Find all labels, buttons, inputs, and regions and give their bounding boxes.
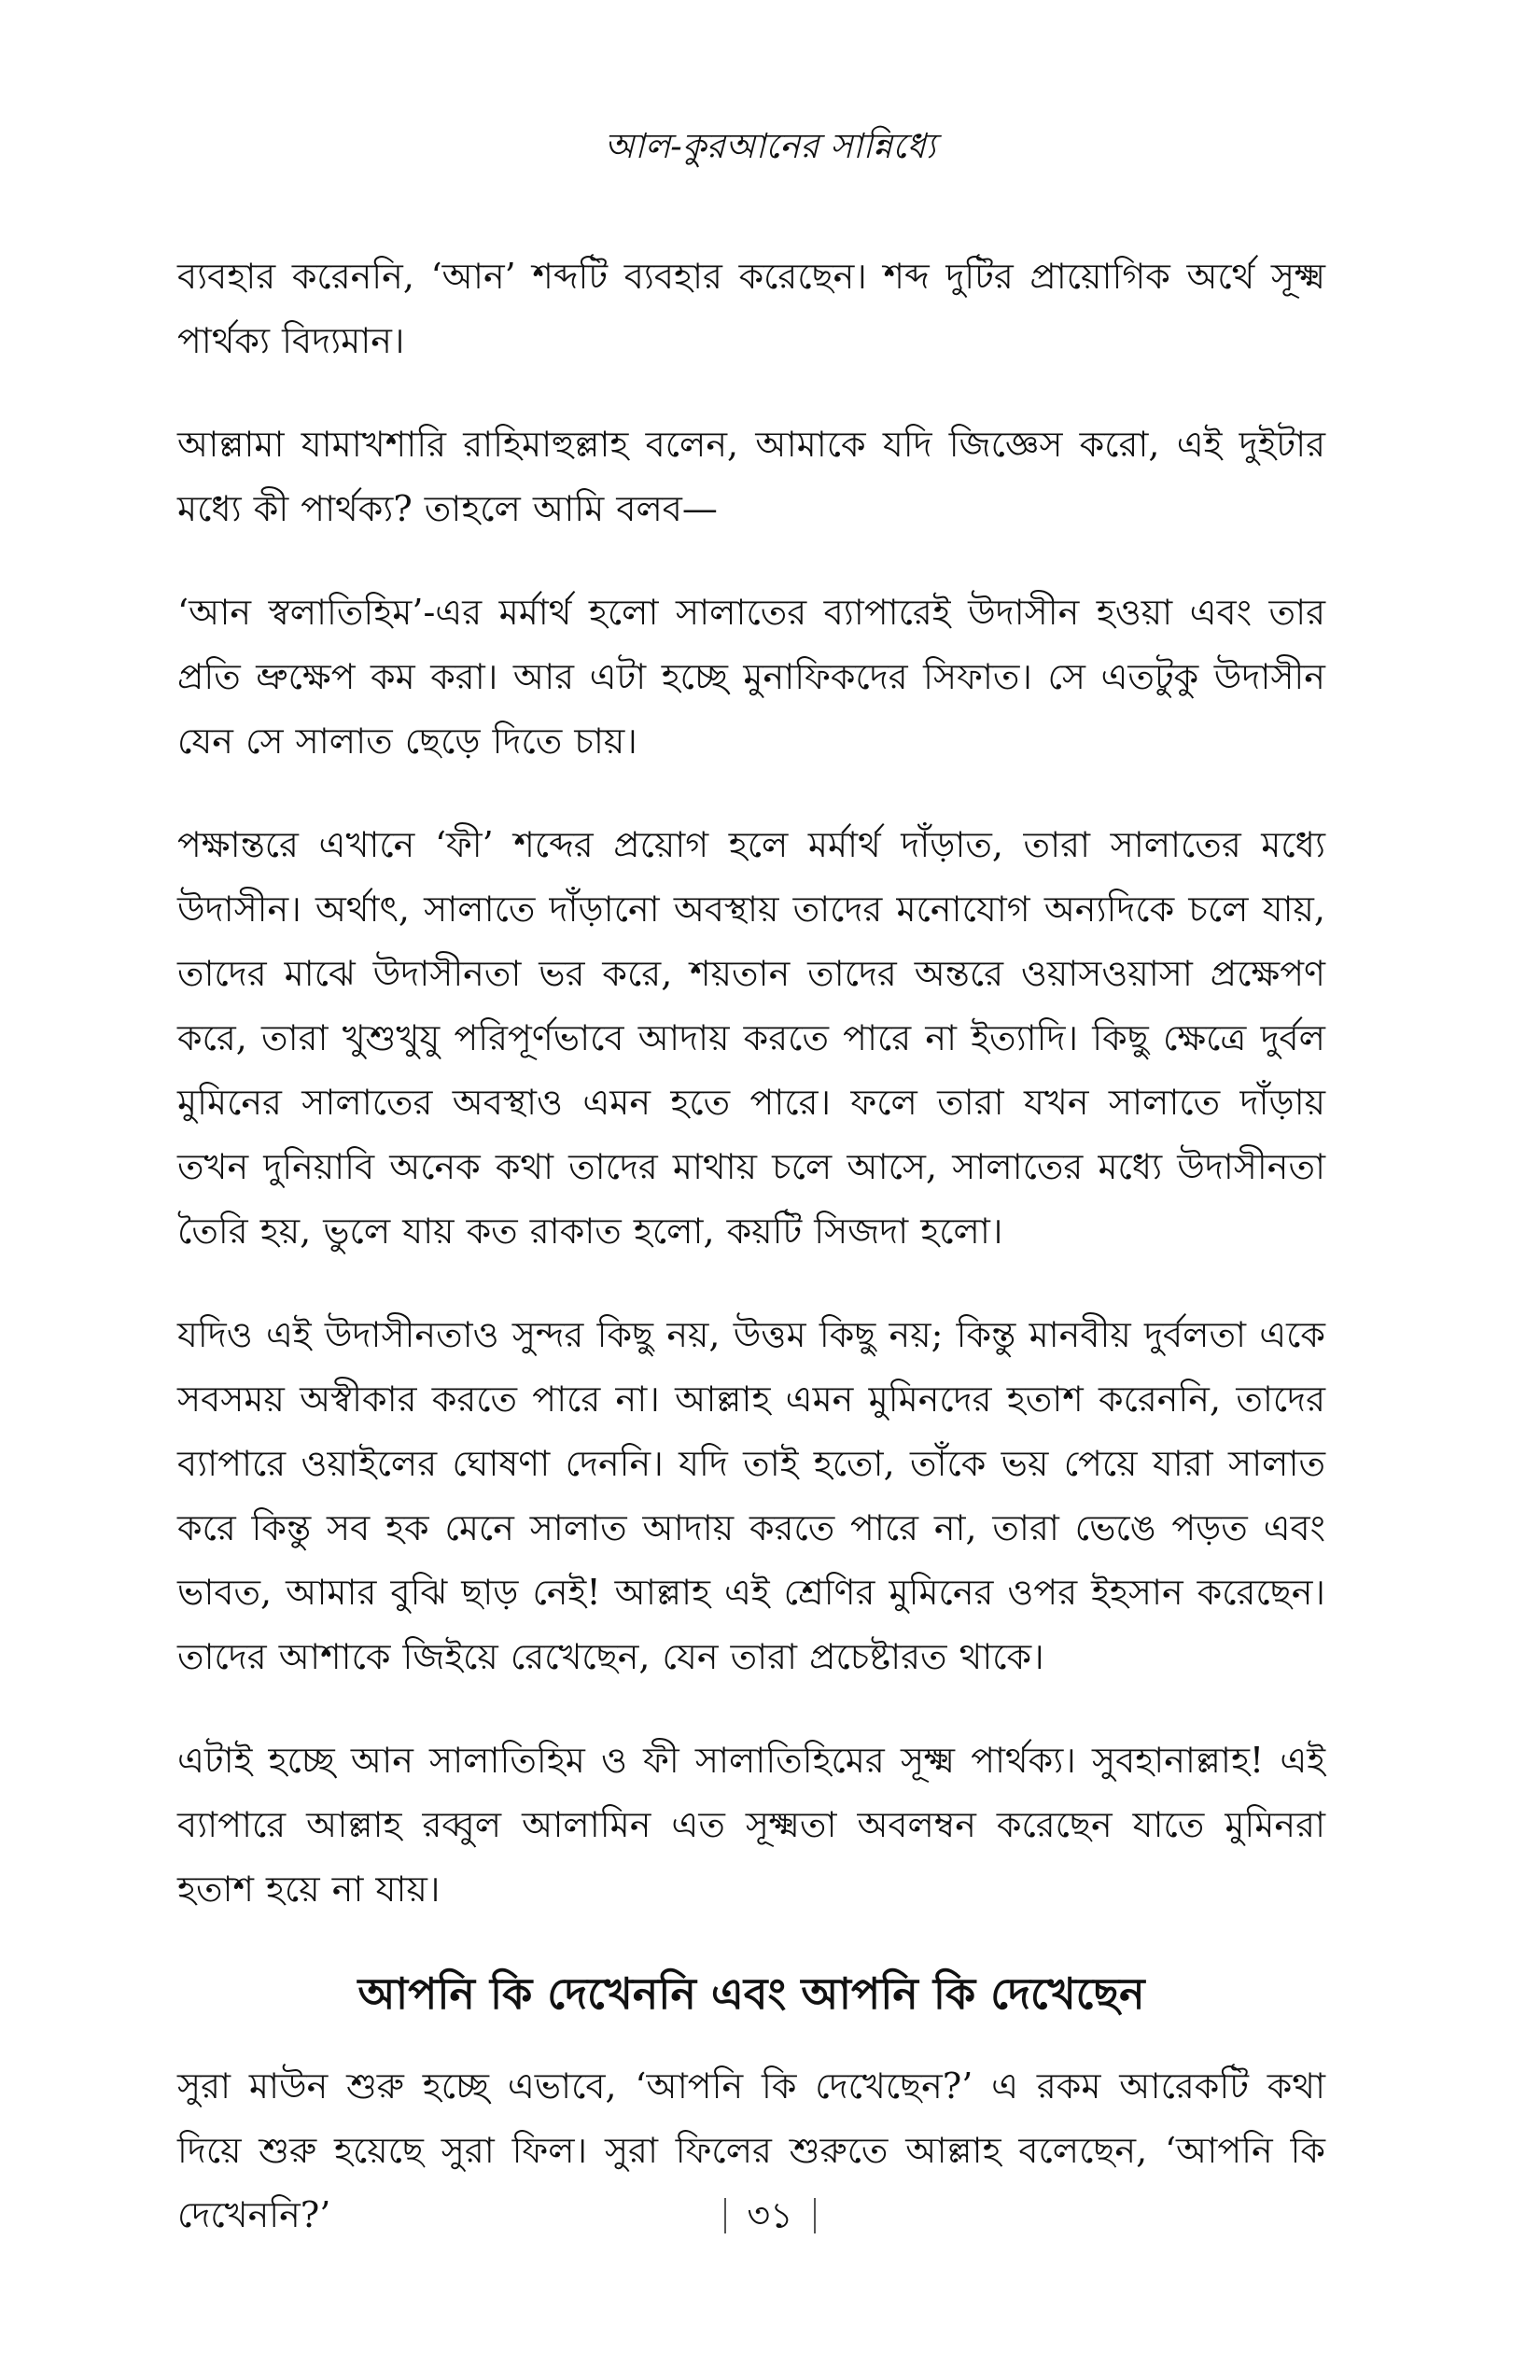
paragraph-6: এটাই হচ্ছে আন সালাতিহিম ও ফী সালাতিহিমের সূক্ষ্ম পার্থক্য। সুবহানাল্লাহ! এই ব্যাপারে আল্লাহ রব্বুল আলামিন এত সূক্ষ্মতা অবলম্বন করেছেন যাতে মুমিনরা হতাশ হয়ে না যায়। — [177, 1740, 1325, 1910]
footer-right-bar — [814, 2198, 816, 2233]
paragraph-5: যদিও এই উদাসীনতাও সুন্দর কিছু নয়, উত্তম কিছু নয়; কিন্তু মানবীয় দুর্বলতা একে সবসময় অস্বীকার করতে পারে না। আল্লাহ এমন মুমিনদের হতাশ করেননি, তাদের ব্যাপারে ওয়াইলের ঘোষণা দেননি। যদি তাই হতো, তাঁকে ভয় পেয়ে যারা সালাত করে কিন্তু সব হক মেনে সালাত আদায় করতে পারে না, তারা ভেঙে পড়ত এবং ভাবত, আমার বুঝি ছাড় নেই! আল্লাহ এই শ্রেণির মুমিনের ওপর ইহসান করেছেন। তাদের আশাকে জিইয়ে রেখেছেন, যেন তারা প্রচেষ্টারত থাকে। — [177, 1314, 1325, 1677]
page-number: ৩১ — [747, 2194, 793, 2236]
paragraph-4: পক্ষান্তরে এখানে ‘ফী’ শব্দের প্রয়োগ হলে মর্মার্থ দাঁড়াত, তারা সালাতের মধ্যে উদাসীন। অর্থাৎ, সালাতে দাঁড়ানো অবস্থায় তাদের মনোযোগ অন্যদিকে চলে যায়, তাদের মাঝে উদাসীনতা ভর করে, শয়তান তাদের অন্তরে ওয়াসওয়াসা প্রক্ষেপণ করে, তারা খুশুখুযু পরিপূর্ণভাবে আদায় করতে পারে না ইত্যাদি। কিছু ক্ষেত্রে দুর্বল মুমিনের সালাতের অবস্থাও এমন হতে পারে। ফলে তারা যখন সালাতে দাঁড়ায় তখন দুনিয়াবি অনেক কথা তাদের মাথায় চলে আসে, সালাতের মধ্যে উদাসীনতা তৈরি হয়, ভুলে যায় কত রাকাত হলো, কয়টি সিজদা হলো। — [177, 824, 1325, 1252]
paragraph-3: ‘আন স্বলাতিহিম’-এর মর্মার্থ হলো সালাতের ব্যাপারেই উদাসীন হওয়া এবং তার প্রতি ভ্রুক্ষেপ কম করা। আর এটা হচ্ছে মুনাফিকদের সিফাত। সে এতটুকু উদাসীন যেন সে সালাত ছেড়ে দিতে চায়। — [177, 592, 1325, 762]
paragraph-1: ব্যবহার করেননি, ‘আন’ শব্দটি ব্যবহার করেছেন। শব্দ দুটির প্রায়োগিক অর্থে সূক্ষ্ম পার্থক্য বিদ্যমান। — [177, 256, 1325, 361]
paragraph-2: আল্লামা যামাখশারি রাহিমাহুল্লাহ বলেন, আমাকে যদি জিজ্ঞেস করো, এই দুইটার মধ্যে কী পার্থক্য? তাহলে আমি বলব— — [177, 424, 1325, 529]
section-paragraph: সুরা মাউন শুরু হচ্ছে এভাবে, ‘আপনি কি দেখেছেন?’ এ রকম আরেকটি কথা দিয়ে শুরু হয়েছে সুরা ফিল। সুরা ফিলের শুরুতে আল্লাহ বলেছেন, ‘আপনি কি দেখেননি?’ — [177, 2065, 1325, 2235]
body-text — [177, 245, 1325, 2287]
running-header: আল-কুরআনের সান্নিধ্যে — [604, 126, 936, 166]
footer-left-bar — [724, 2198, 726, 2233]
page-footer — [0, 2189, 1540, 2239]
section-heading: আপনি কি দেখেননি এবং আপনি কি দেখেছেন — [357, 1968, 1145, 2019]
